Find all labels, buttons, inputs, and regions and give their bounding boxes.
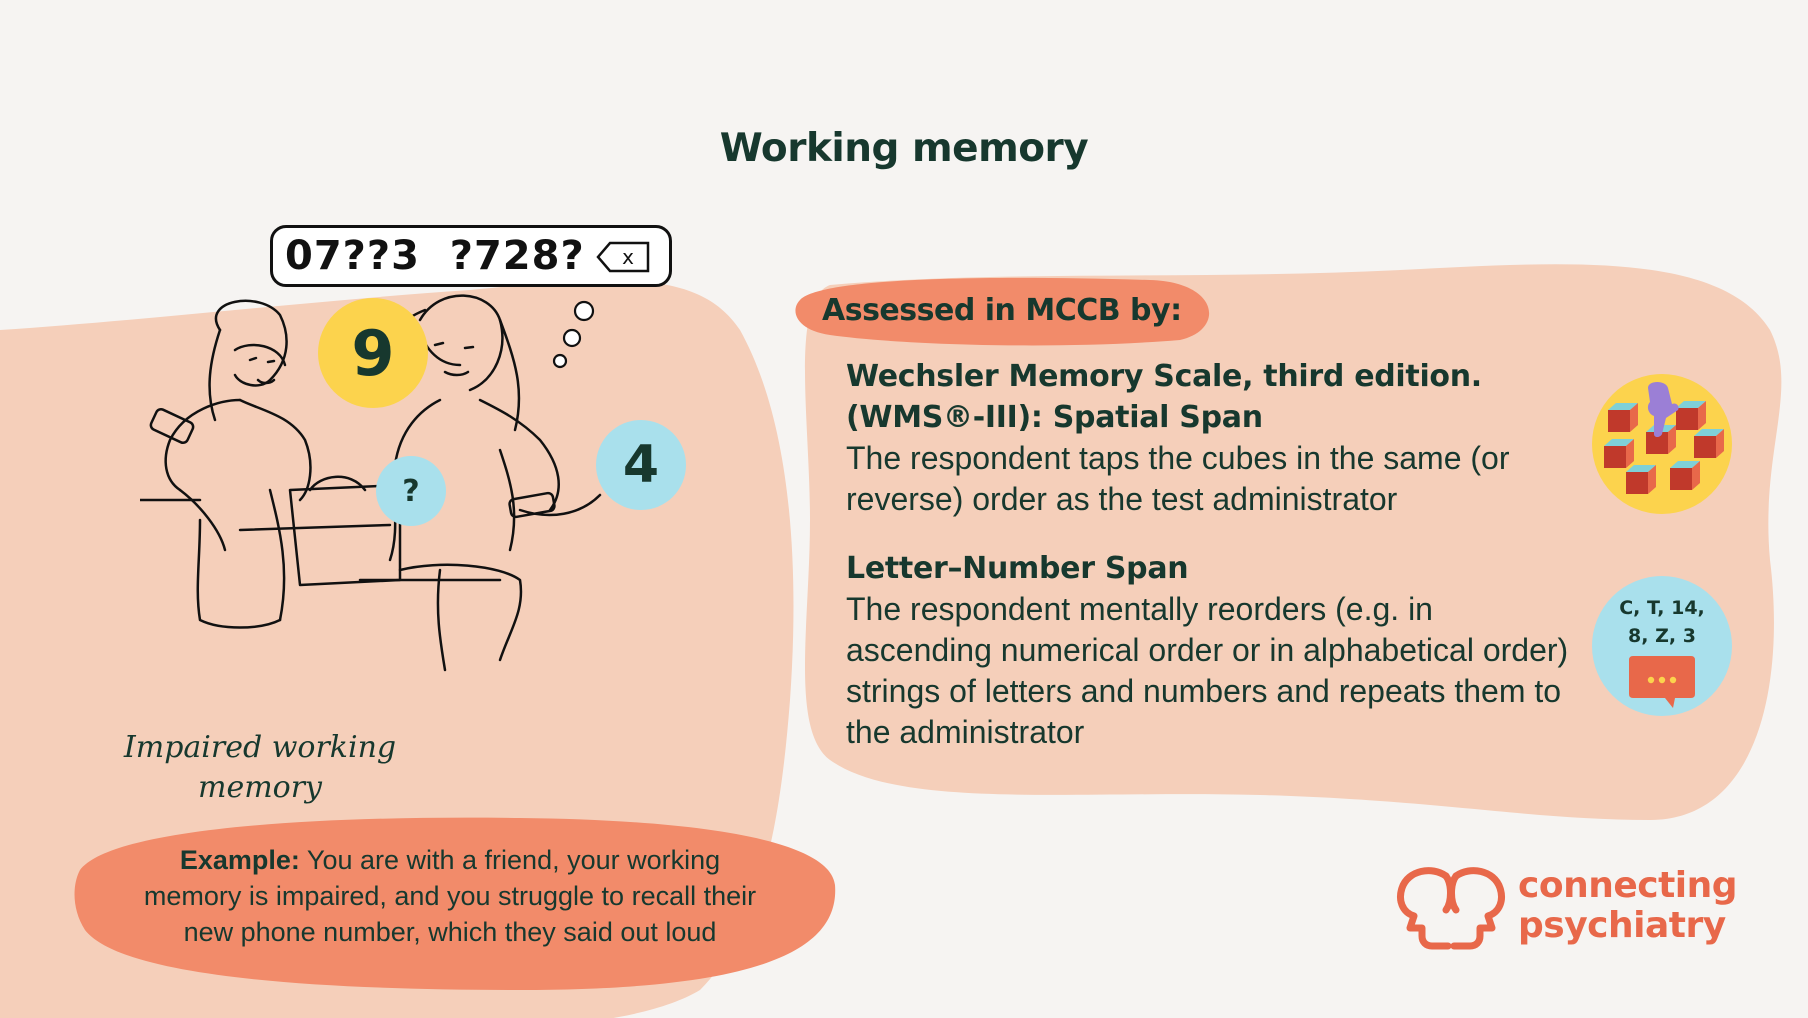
caption-line1: Impaired working — [123, 730, 397, 765]
test-spatial-span — [846, 356, 1576, 520]
letter-number-icon — [1592, 576, 1732, 716]
tapping-cubes-icon — [1592, 374, 1732, 514]
brand-name — [1518, 866, 1737, 946]
test-title-line1: Wechsler Memory Scale, third edition. — [846, 359, 1482, 394]
backspace-icon — [596, 240, 652, 274]
test-letter-number-span — [846, 548, 1576, 753]
speech-bubble-icon — [1627, 654, 1697, 710]
example-body: You are with a friend, your working memory is impaired, and you struggle to recall their new phone number, which they said out loud — [143, 845, 757, 947]
test-title-line2: (WMS®-III): Spatial Span — [846, 400, 1263, 435]
letter-number-sequence — [1592, 594, 1732, 650]
caption-line2: memory — [198, 770, 322, 805]
sequence-line2: 8, Z, 3 — [1628, 625, 1696, 647]
thought-bubbles-icon — [548, 298, 598, 370]
phone-number-digits: 07??3 ?728? — [285, 233, 585, 279]
page-title: Working memory — [719, 126, 1089, 171]
two-heads-icon — [1392, 862, 1510, 954]
test-description: The respondent taps the cubes in the same (or reverse) order as the test administrator — [846, 440, 1510, 517]
question-bubble: ? — [376, 456, 446, 526]
assessed-heading: Assessed in MCCB by: — [822, 293, 1182, 328]
brand-line2: psychiatry — [1518, 905, 1726, 946]
test-description: The respondent mentally reorders (e.g. in ascending numerical order or in alphabetical order) strings of letters and numbers and repeats them to the administrator — [846, 591, 1569, 750]
sequence-line1: C, T, 14, — [1619, 597, 1705, 619]
illustration-caption — [100, 728, 420, 808]
number-bubble-four: 4 — [596, 420, 686, 510]
brand-line1: connecting — [1518, 865, 1738, 906]
backspace-symbol: x — [622, 245, 634, 269]
test-title: Letter–Number Span — [846, 551, 1189, 586]
example-box — [130, 842, 770, 950]
example-label: Example: — [179, 845, 300, 875]
number-bubble-nine: 9 — [318, 298, 428, 408]
